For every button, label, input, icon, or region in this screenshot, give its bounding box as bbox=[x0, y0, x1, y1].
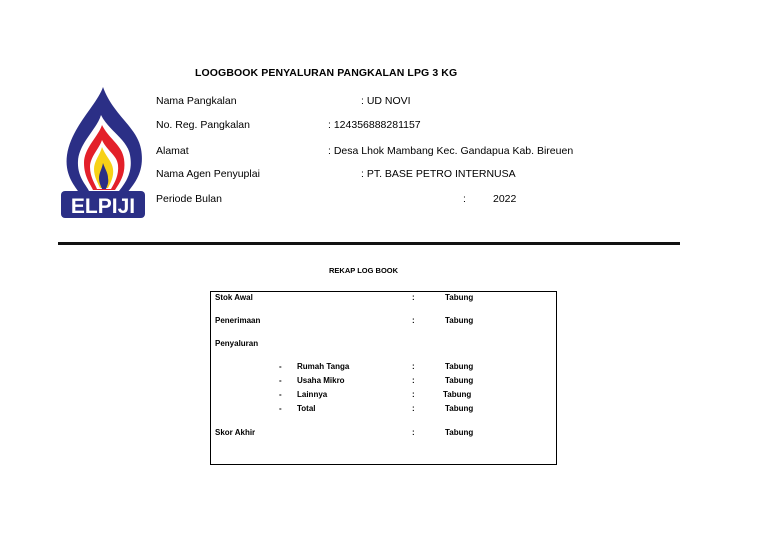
stok-awal-label: Stok Awal bbox=[215, 293, 253, 302]
stok-awal-colon: : bbox=[412, 293, 415, 302]
periode-value: 2022 bbox=[493, 193, 517, 205]
logo-text: ELPIJI bbox=[70, 195, 136, 218]
nama-pangkalan-value: : UD NOVI bbox=[361, 95, 411, 107]
item-dash: - bbox=[279, 390, 282, 399]
item-rumah-tanga-label: Rumah Tanga bbox=[297, 362, 350, 371]
stok-awal-unit: Tabung bbox=[445, 293, 474, 302]
periode-colon: : bbox=[463, 193, 466, 205]
rekap-title: REKAP LOG BOOK bbox=[329, 266, 399, 275]
alamat-value: : Desa Lhok Mambang Kec. Gandapua Kab. Bireuen bbox=[328, 145, 574, 157]
skor-akhir-unit: Tabung bbox=[445, 428, 474, 437]
alamat-label: Alamat bbox=[156, 145, 189, 157]
elpiji-logo bbox=[57, 85, 149, 220]
rekap-table bbox=[210, 291, 557, 465]
item-unit: Tabung bbox=[445, 376, 474, 385]
item-unit: Tabung bbox=[443, 390, 472, 399]
periode-label: Periode Bulan bbox=[156, 193, 222, 205]
nama-pangkalan-label: Nama Pangkalan bbox=[156, 95, 237, 107]
item-total-label: Total bbox=[297, 404, 316, 413]
divider-line bbox=[58, 242, 680, 245]
agen-value: : PT. BASE PETRO INTERNUSA bbox=[361, 168, 516, 180]
no-reg-label: No. Reg. Pangkalan bbox=[156, 119, 250, 131]
item-colon: : bbox=[412, 390, 415, 399]
item-dash: - bbox=[279, 376, 282, 385]
item-unit: Tabung bbox=[445, 404, 474, 413]
item-colon: : bbox=[412, 404, 415, 413]
item-dash: - bbox=[279, 362, 282, 371]
penyaluran-label: Penyaluran bbox=[215, 339, 259, 348]
item-unit: Tabung bbox=[445, 362, 474, 371]
item-colon: : bbox=[412, 376, 415, 385]
penerimaan-unit: Tabung bbox=[445, 316, 474, 325]
item-lainnya-label: Lainnya bbox=[297, 390, 328, 399]
penerimaan-label: Penerimaan bbox=[215, 316, 261, 325]
item-colon: : bbox=[412, 362, 415, 371]
skor-akhir-colon: : bbox=[412, 428, 415, 437]
agen-label: Nama Agen Penyuplai bbox=[156, 168, 260, 180]
item-usaha-mikro-label: Usaha Mikro bbox=[297, 376, 345, 385]
item-dash: - bbox=[279, 404, 282, 413]
skor-akhir-label: Skor Akhir bbox=[215, 428, 256, 437]
penerimaan-colon: : bbox=[412, 316, 415, 325]
page-title: LOOGBOOK PENYALURAN PANGKALAN LPG 3 KG bbox=[195, 67, 458, 79]
no-reg-value: : 124356888281157 bbox=[328, 119, 421, 131]
